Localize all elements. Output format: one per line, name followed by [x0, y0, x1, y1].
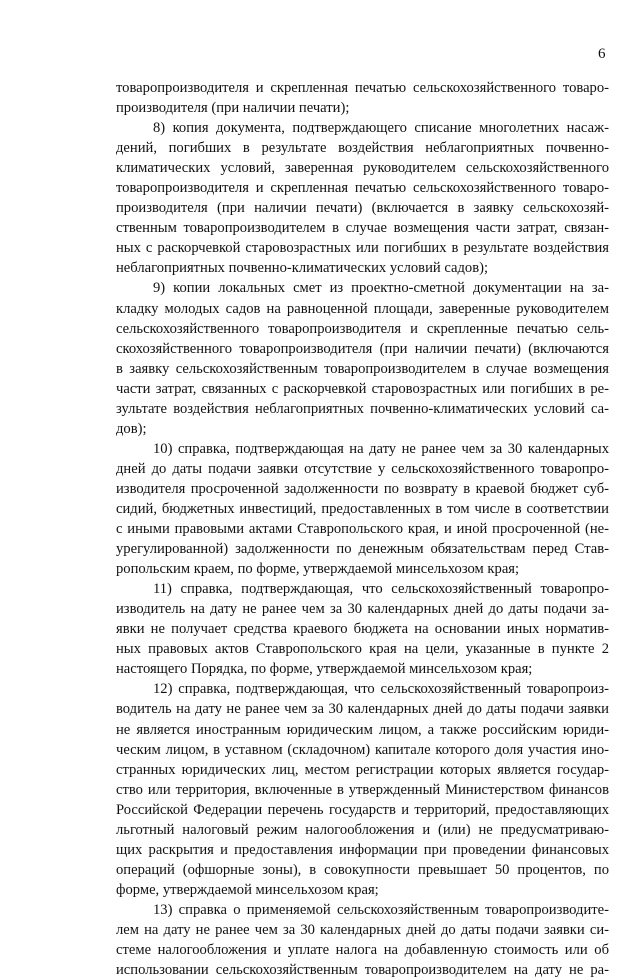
text-line: ство или территория, включенные в утвержденный Министерством финансов	[116, 781, 609, 798]
text-line: 11) справка, подтверждающая, что сельскохозяйственный товаропро-	[153, 581, 609, 598]
document-body	[116, 78, 609, 980]
text-line: дов);	[116, 420, 147, 437]
text-line: лем на дату не ранее чем за 30 календарных дней до даты подачи заявки си-	[116, 921, 609, 938]
paragraph-p11	[116, 579, 609, 679]
paragraph-p12	[116, 679, 609, 900]
text-line: ропольским краем, по форме, утверждаемой минсельхозом края;	[116, 561, 520, 578]
text-line: операций (офшорные зоны), в совокупности превышает 50 процентов, по	[116, 861, 609, 878]
text-line: дений, погибших в результате воздействия неблагоприятных почвенно-	[116, 140, 609, 157]
text-line: 8) копия документа, подтверждающего списание многолетних насаж-	[153, 120, 609, 137]
text-line: ных правовых актов Ставропольского края на цели, указанные в пункте 2	[116, 641, 609, 658]
paragraph-p13	[116, 900, 609, 980]
text-line: части затрат, связанных с раскорчевкой старовозрастных или погибших в ре-	[116, 380, 609, 397]
text-line: использовании сельскохозяйственным товаропроизводителем на дату не ра-	[116, 962, 609, 979]
text-line: 9) копии локальных смет из проектно-сметной документации на за-	[153, 280, 609, 297]
text-line: в заявку сельскохозяйственным товаропроизводителем в случае возмещения	[116, 360, 609, 377]
paragraph-p10	[116, 439, 609, 579]
text-line: форме, утверждаемой минсельхозом края;	[116, 881, 379, 898]
text-line: странных юридических лиц, местом регистрации которых является государ-	[116, 761, 609, 778]
paragraph-p8	[116, 118, 609, 278]
text-line: скохозяйственного товаропроизводителя (при наличии печати) (включаются	[116, 340, 609, 357]
text-line: товаропроизводителя и скрепленная печатью сельскохозяйственного товаро-	[116, 80, 609, 96]
text-line: дней до даты подачи заявки отсутствие у сельскохозяйственного товаропро-	[116, 460, 609, 477]
text-line: кладку молодых садов на равноценной площади, заверенные руководителем	[116, 300, 609, 317]
text-line: неблагоприятных почвенно-климатических условий садов);	[116, 260, 489, 277]
text-line: льготный налоговый режим налогообложения и (или) не предусматриваю-	[116, 821, 609, 838]
text-line: не является иностранным юридическим лицом, а также российским юриди-	[116, 721, 609, 738]
text-line: стеме налогообложения и уплате налога на добавленную стоимость или об	[116, 942, 609, 959]
text-line: климатических условий, заверенная руководителем сельскохозяйственного	[116, 160, 609, 177]
text-line: 12) справка, подтверждающая, что сельскохозяйственный товаропроиз-	[153, 681, 609, 698]
text-line: настоящего Порядка, по форме, утверждаемой минсельхозом края;	[116, 661, 533, 678]
paragraph-p7-tail	[116, 78, 609, 118]
text-line: сельскохозяйственного товаропроизводителя и скрепленные печатью сель-	[116, 320, 609, 337]
text-line: водитель на дату не ранее чем за 30 календарных дней до даты подачи заявки	[116, 701, 609, 718]
text-line: явки не получает средства краевого бюджета на основании иных норматив-	[116, 621, 609, 638]
text-line: ческим лицом, в уставном (складочном) капитале которого доля участия ино-	[116, 741, 609, 758]
text-line: производителя (при наличии печати);	[116, 100, 350, 117]
text-line: урегулированной) задолженности по денежным обязательствам перед Став-	[116, 541, 609, 558]
text-line: товаропроизводителя и скрепленная печатью сельскохозяйственного товаро-	[116, 180, 609, 197]
text-line: щих раскрытия и предоставления информации при проведении финансовых	[116, 841, 609, 858]
text-line: с иными правовыми актами Ставропольского края, и иной просроченной (не-	[116, 521, 609, 538]
text-line: производителя (при наличии печати) (включается в заявку сельскохозяй-	[116, 200, 609, 217]
paragraph-p9	[116, 278, 609, 438]
text-line: ственным товаропроизводителем в случае возмещения части затрат, связан-	[116, 220, 609, 237]
text-line: 10) справка, подтверждающая на дату не ранее чем за 30 календарных	[153, 440, 609, 457]
text-line: зультате воздействия неблагоприятных почвенно-климатических условий са-	[116, 400, 609, 417]
text-line: сидий, бюджетных инвестиций, предоставленных в том числе в соответствии	[116, 500, 609, 517]
text-line: Российской Федерации перечень государств и территорий, предоставляющих	[116, 801, 609, 818]
text-line: изводитель на дату не ранее чем за 30 календарных дней до даты подачи за-	[116, 601, 609, 618]
text-line: ных с раскорчевкой старовозрастных или погибших в результате воздействия	[116, 240, 609, 257]
text-line: 13) справка о применяемой сельскохозяйственным товаропроизводите-	[153, 901, 609, 918]
page-number: 6	[598, 46, 606, 62]
text-line: изводителя просроченной задолженности по возврату в краевой бюджет суб-	[116, 480, 609, 497]
